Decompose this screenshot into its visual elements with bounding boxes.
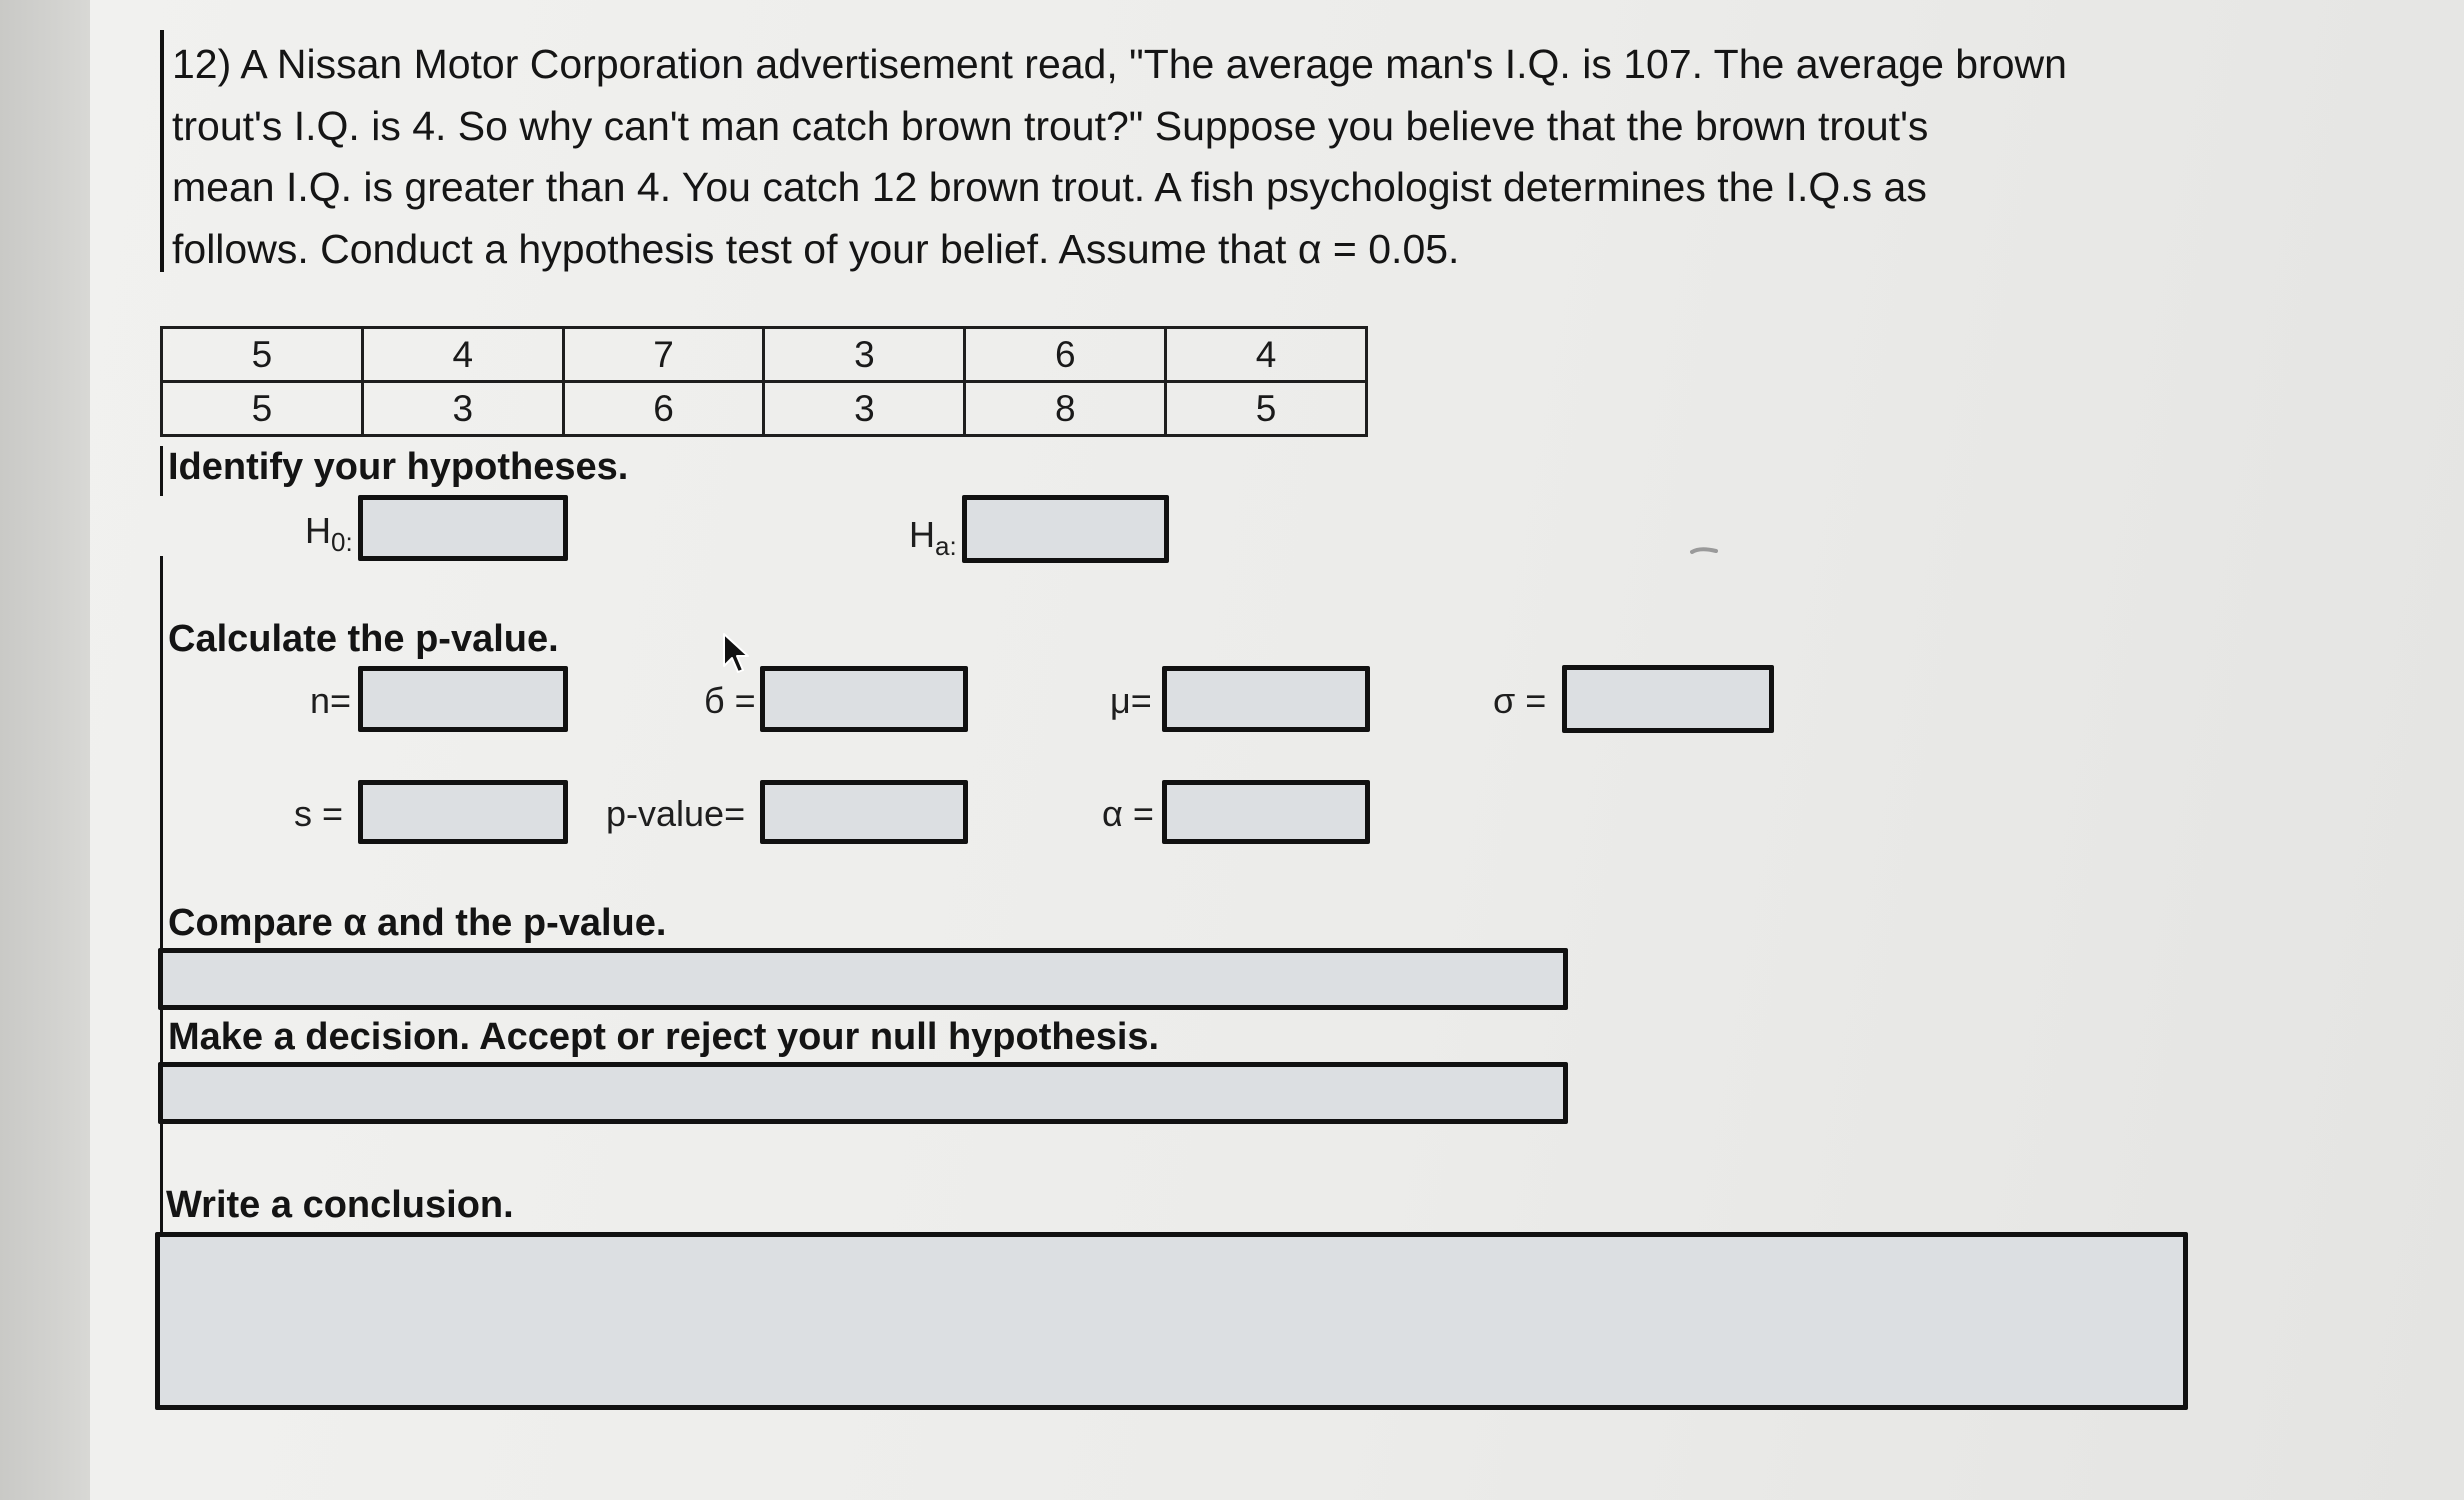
ha-input[interactable]: [967, 500, 1164, 558]
table-cell: 8: [965, 382, 1166, 436]
h0-label-main: H: [305, 510, 331, 551]
pvalue-label: p-value=: [606, 793, 746, 834]
alpha-input[interactable]: [1167, 785, 1365, 839]
sigma-input[interactable]: [1567, 670, 1769, 728]
mu-label: μ=: [1110, 680, 1152, 721]
question-line-4: follows. Conduct a hypothesis test of your belief. Assume that α = 0.05.: [172, 225, 1460, 272]
table-row: [162, 382, 1367, 436]
sample-mean-input[interactable]: [765, 671, 963, 727]
conclusion-heading: Write a conclusion.: [166, 1184, 514, 1226]
pvalue-input[interactable]: [765, 785, 963, 839]
table-cell: 4: [362, 328, 563, 382]
pvalue-input-box: [760, 780, 968, 844]
ha-label-main: H: [909, 514, 935, 555]
h0-label-sub: 0:: [331, 527, 353, 558]
table-cell: 3: [362, 382, 563, 436]
mouse-cursor-icon: [722, 632, 752, 676]
mu-input[interactable]: [1167, 671, 1365, 727]
compare-heading: Compare α and the p-value.: [168, 902, 667, 944]
pvalue-heading: Calculate the p-value.: [168, 618, 559, 660]
alpha-label: α =: [1102, 793, 1154, 834]
n-input-box: [358, 666, 568, 732]
question-left-rule: [160, 30, 164, 272]
table-cell: 6: [563, 382, 764, 436]
hypotheses-left-rule: [160, 446, 163, 496]
compare-input-box: [158, 948, 1568, 1010]
s-label: s =: [294, 793, 344, 834]
alpha-input-box: [1162, 780, 1370, 844]
s-input[interactable]: [363, 785, 563, 839]
ha-input-box: [962, 495, 1169, 563]
conclusion-input-box: [155, 1232, 2188, 1410]
sample-mean-input-box: [760, 666, 968, 732]
n-input[interactable]: [363, 671, 563, 727]
table-cell: 7: [563, 328, 764, 382]
s-input-box: [358, 780, 568, 844]
decision-input[interactable]: [163, 1067, 1563, 1119]
sigma-input-box: [1562, 665, 1774, 733]
ha-label-sub: a:: [935, 531, 957, 562]
n-label: n=: [310, 680, 352, 721]
sample-mean-label: б =: [704, 680, 756, 721]
mu-input-box: [1162, 666, 1370, 732]
decision-heading: Make a decision. Accept or reject your null hypothesis.: [168, 1016, 1160, 1058]
table-cell: 4: [1166, 328, 1367, 382]
question-line-1: 12) A Nissan Motor Corporation advertisement read, "The average man's I.Q. is 107. The average brown: [172, 41, 2067, 87]
table-row: [162, 328, 1367, 382]
page-left-margin: [0, 0, 90, 1500]
table-cell: 3: [764, 382, 965, 436]
sigma-label: σ =: [1493, 680, 1547, 721]
iq-data-table: [160, 326, 1368, 437]
smudge-mark-icon: [1690, 546, 1718, 556]
table-cell: 3: [764, 328, 965, 382]
table-cell: 5: [162, 382, 363, 436]
h0-label: [305, 510, 353, 558]
table-cell: 5: [1166, 382, 1367, 436]
question-line-3: mean I.Q. is greater than 4. You catch 12 brown trout. A fish psychologist determines the I.Q.s as: [172, 164, 1927, 210]
table-cell: 6: [965, 328, 1166, 382]
ha-label: [909, 514, 957, 562]
table-cell: 5: [162, 328, 363, 382]
question-line-2: trout's I.Q. is 4. So why can't man catch brown trout?" Suppose you believe that the brown trout's: [172, 102, 1929, 149]
decision-input-box: [158, 1062, 1568, 1124]
h0-input-box: [358, 495, 568, 561]
h0-input[interactable]: [363, 500, 563, 556]
question-text: [172, 34, 2212, 280]
compare-input[interactable]: [163, 953, 1563, 1005]
conclusion-textarea[interactable]: [160, 1237, 2183, 1405]
hypotheses-heading: Identify your hypotheses.: [168, 446, 629, 488]
